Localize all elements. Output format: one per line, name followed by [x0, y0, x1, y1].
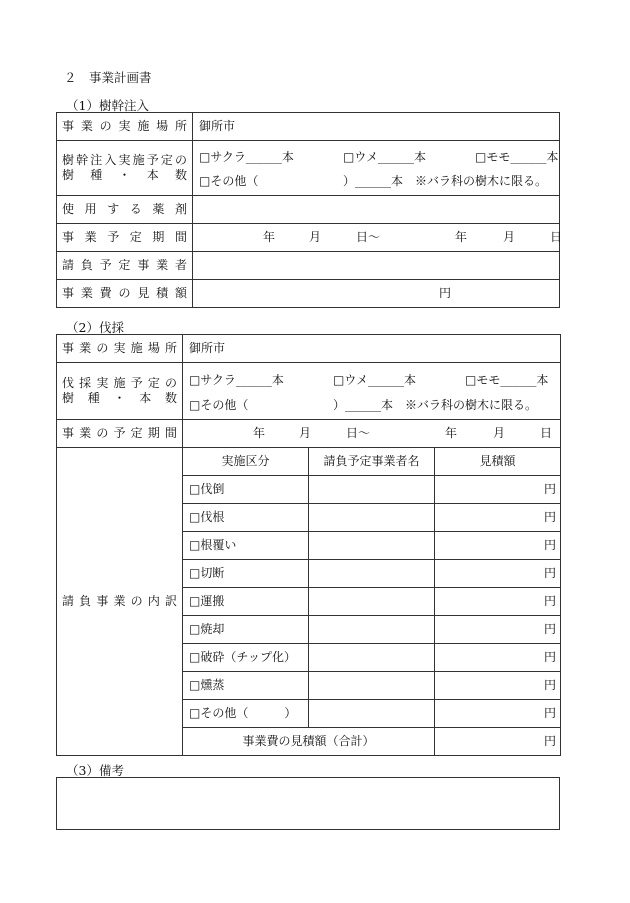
- s2-period-cell[interactable]: [183, 420, 561, 448]
- s2-breakdown-label: 請負事業の内訳: [57, 448, 183, 756]
- s2-period-day1: 日～: [346, 426, 371, 440]
- s2-item-incineration[interactable]: □焼却: [183, 616, 309, 644]
- s2-item-amount[interactable]: 円: [435, 700, 561, 728]
- s1-species-other-count[interactable]: ）______本: [343, 174, 404, 188]
- s1-species-momo[interactable]: □モモ______本: [475, 150, 559, 164]
- s2-item-chipping[interactable]: □破砕（チップ化）: [183, 644, 309, 672]
- section3-title: （3）備考: [66, 763, 124, 778]
- s1-period-month1: 月: [309, 230, 322, 244]
- s2-species-label: 伐採実施予定の 樹種・本数: [57, 363, 183, 420]
- remarks-box[interactable]: [56, 777, 560, 830]
- s2-item-amount[interactable]: 円: [435, 672, 561, 700]
- s2-period-year1: 年: [253, 426, 266, 440]
- s2-item-contractor[interactable]: [309, 644, 435, 672]
- s1-period-day2: 日: [550, 230, 563, 244]
- s1-species-sakura[interactable]: □サクラ______本: [199, 150, 294, 164]
- s1-species-other[interactable]: □その他（: [199, 174, 259, 188]
- s1-period-day1: 日～: [356, 230, 381, 244]
- s1-period-year1: 年: [263, 230, 276, 244]
- s2-header-contractor: 請負予定事業者名: [309, 448, 435, 476]
- s2-species-cell[interactable]: [183, 363, 561, 420]
- s2-item-amount[interactable]: 円: [435, 560, 561, 588]
- s2-item-amount[interactable]: 円: [435, 476, 561, 504]
- s2-period-month2: 月: [493, 426, 506, 440]
- s2-period-month1: 月: [299, 426, 312, 440]
- s2-item-stump[interactable]: □伐根: [183, 504, 309, 532]
- s2-total-label: 事業費の見積額（合計）: [183, 728, 435, 756]
- s1-period-label: 事業予定期間: [57, 224, 193, 252]
- s2-period-year2: 年: [445, 426, 458, 440]
- s2-species-ume[interactable]: □ウメ______本: [333, 373, 416, 387]
- s2-item-transport[interactable]: □運搬: [183, 588, 309, 616]
- s2-item-amount[interactable]: 円: [435, 504, 561, 532]
- s2-item-contractor[interactable]: [309, 616, 435, 644]
- s2-item-contractor[interactable]: [309, 476, 435, 504]
- s2-item-felling[interactable]: □伐倒: [183, 476, 309, 504]
- s1-agent-value[interactable]: [193, 196, 560, 224]
- s2-item-contractor[interactable]: [309, 588, 435, 616]
- s2-item-contractor[interactable]: [309, 532, 435, 560]
- s1-species-label: 樹幹注入実施予定の 樹種・本数: [57, 141, 193, 196]
- s2-total-amount[interactable]: 円: [435, 728, 561, 756]
- s2-item-amount[interactable]: 円: [435, 588, 561, 616]
- s2-item-other[interactable]: □その他（ ）: [183, 700, 309, 728]
- s1-contractor-label: 請負予定事業者: [57, 252, 193, 280]
- s1-species-cell[interactable]: [193, 141, 560, 196]
- s1-period-cell[interactable]: [193, 224, 563, 252]
- s1-estimate-label: 事業費の見積額: [57, 280, 193, 308]
- s2-species-other[interactable]: □その他（: [189, 398, 249, 412]
- s2-species-other-count[interactable]: ）______本: [333, 398, 394, 412]
- s2-item-amount[interactable]: 円: [435, 644, 561, 672]
- s2-item-cutting[interactable]: □切断: [183, 560, 309, 588]
- s1-period-year2: 年: [455, 230, 468, 244]
- s1-species-ume[interactable]: □ウメ______本: [343, 150, 426, 164]
- s1-estimate-unit: 円: [439, 286, 452, 300]
- s1-estimate-cell[interactable]: [193, 280, 560, 308]
- s2-header-category: 実施区分: [183, 448, 309, 476]
- s1-contractor-value[interactable]: [193, 252, 560, 280]
- s2-species-sakura[interactable]: □サクラ______本: [189, 373, 284, 387]
- s2-location-label: 事業の実施場所: [57, 335, 183, 363]
- s2-item-root-cover[interactable]: □根覆い: [183, 532, 309, 560]
- s2-period-day2: 日: [540, 426, 553, 440]
- s2-location-value[interactable]: 御所市: [183, 335, 561, 363]
- s2-item-fumigation[interactable]: □燻蒸: [183, 672, 309, 700]
- s2-header-estimate: 見積額: [435, 448, 561, 476]
- s1-location-value[interactable]: 御所市: [193, 113, 560, 141]
- section2-table: [56, 334, 561, 756]
- s1-location-label: 事業の実施場所: [57, 113, 193, 141]
- s2-item-contractor[interactable]: [309, 504, 435, 532]
- s2-item-contractor[interactable]: [309, 560, 435, 588]
- s1-species-note: ※バラ科の樹木に限る。: [415, 174, 548, 188]
- s1-period-month2: 月: [503, 230, 516, 244]
- s2-item-contractor[interactable]: [309, 700, 435, 728]
- s2-item-amount[interactable]: 円: [435, 532, 561, 560]
- section2-title: （2）伐採: [66, 320, 124, 335]
- section1-table: [56, 112, 563, 308]
- s1-agent-label: 使用する薬剤: [57, 196, 193, 224]
- s2-period-label: 事業の予定期間: [57, 420, 183, 448]
- s2-item-amount[interactable]: 円: [435, 616, 561, 644]
- s2-species-note: ※バラ科の樹木に限る。: [405, 398, 538, 412]
- section1-title: （1）樹幹注入: [66, 98, 149, 113]
- document-heading: ２ 事業計画書: [64, 70, 152, 85]
- s2-item-contractor[interactable]: [309, 672, 435, 700]
- s2-species-momo[interactable]: □モモ______本: [465, 373, 549, 387]
